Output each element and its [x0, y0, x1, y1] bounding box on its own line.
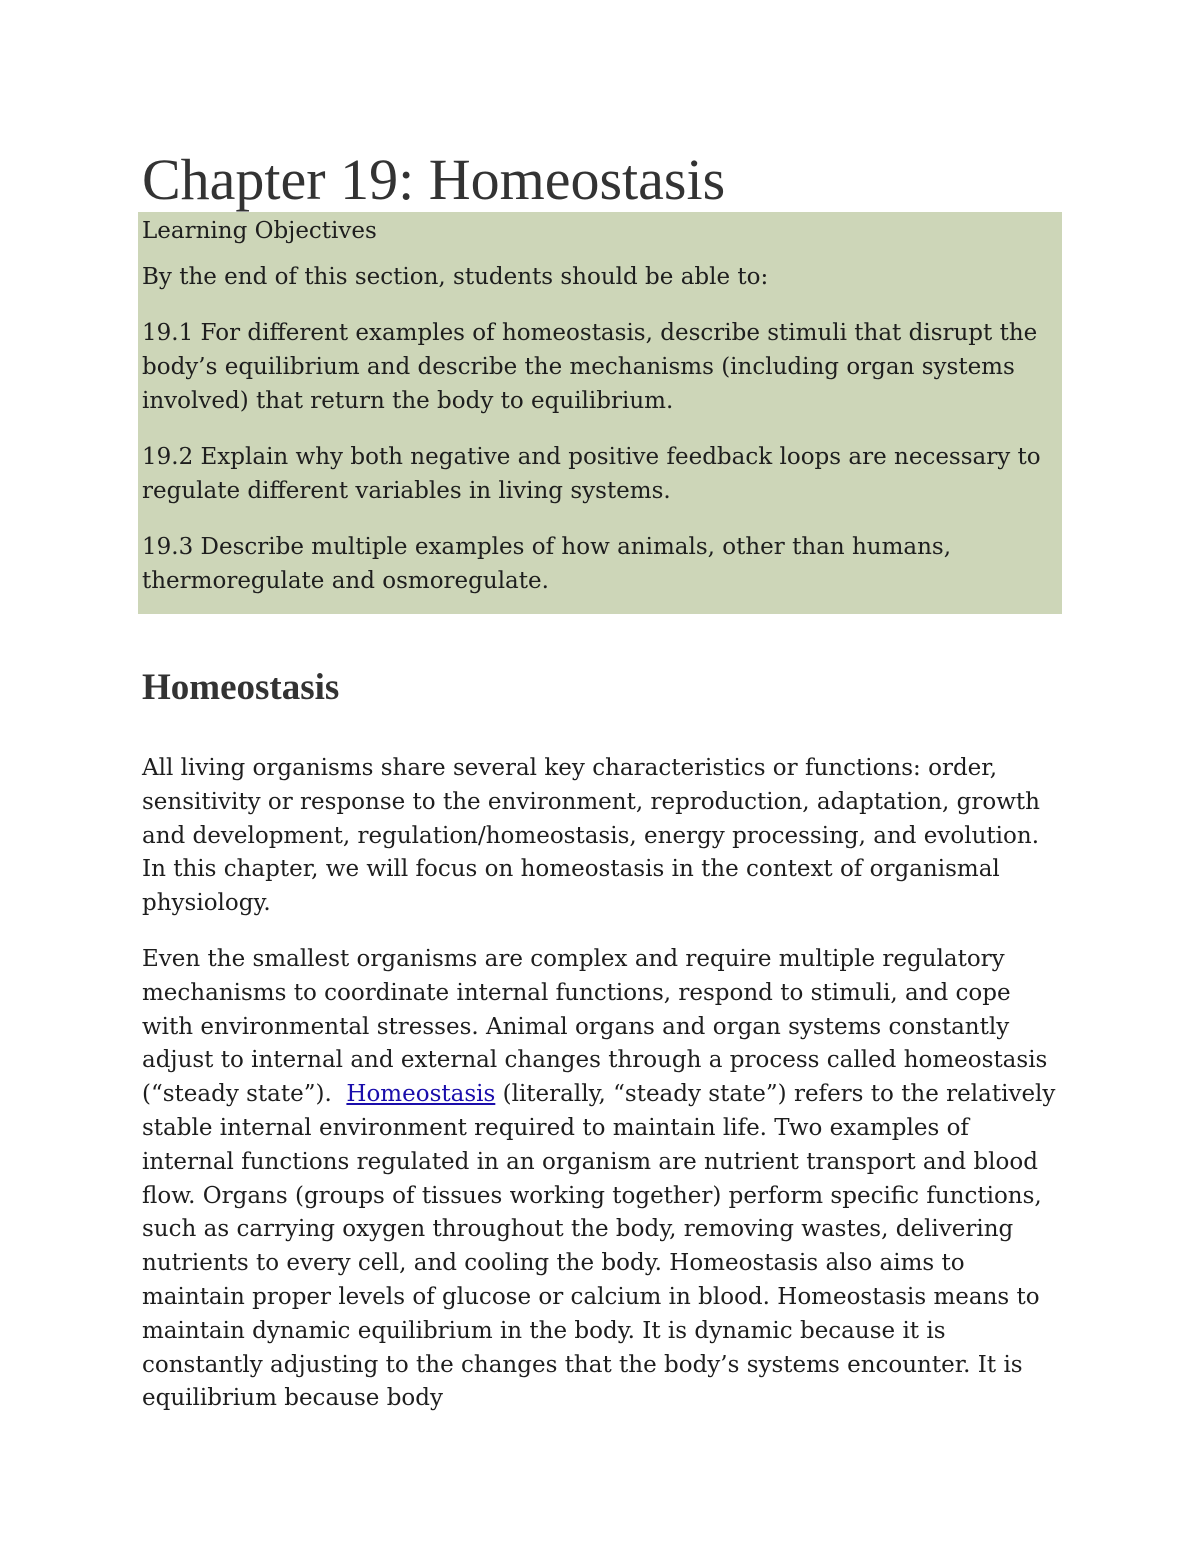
homeostasis-link[interactable]: Homeostasis: [346, 1081, 496, 1108]
objectives-intro: By the end of this section, students should be able to:: [142, 264, 769, 290]
section-heading: Homeostasis: [142, 667, 340, 708]
document-page: [142, 148, 1062, 1438]
paragraph-text: (literally, “steady state”) refers to the relatively stable internal environment required to maintain life. Two examples of internal functions regulated in an organism are nutrient transport and blood flow. Organs (groups of tissues working together) perform specific functions, such as carrying oxygen throughout the body, removing wastes, delivering nutrients to every cell, and cooling the body. Homeostasis also aims to maintain proper levels of glucose or calcium in blood. Homeostasis means to maintain dynamic equilibrium in the body. It is dynamic because it is constantly adjusting to the changes that the body’s systems encounter. It is equilibrium because body: [142, 1081, 1056, 1412]
paragraph-text: Even the smallest organisms are complex and require multiple regulatory mechanisms to coordinate internal functions, respond to stimuli, and cope with environmental stresses. Animal organs and organ systems constantly adjust to internal and external changes through a process called homeostasis (“steady state”).: [142, 945, 1055, 1108]
objective-item: 19.1 For different examples of homeostasis, describe stimuli that disrupt the body’s equilibrium and describe the mechanisms (including organ systems involved) that return the body to equilibrium.: [142, 320, 1038, 414]
body-paragraph: All living organisms share several key characteristics or functions: order, sensitivity or response to the environment, reproduction, adaptation, growth and development, regulation/homeostasis, energy processing, and evolution. In this chapter, we will focus on homeostasis in the context of organismal physiology.: [142, 755, 1040, 917]
objectives-heading: Learning Objectives: [142, 218, 377, 244]
objective-item: 19.3 Describe multiple examples of how animals, other than humans, thermoregulate and osmoregulate.: [142, 534, 952, 594]
objective-item: 19.2 Explain why both negative and positive feedback loops are necessary to regulate different variables in living systems.: [142, 444, 1041, 504]
chapter-title: Chapter 19: Homeostasis: [142, 147, 726, 212]
body-paragraph: [142, 943, 1062, 1416]
learning-objectives-box: [138, 212, 1062, 614]
